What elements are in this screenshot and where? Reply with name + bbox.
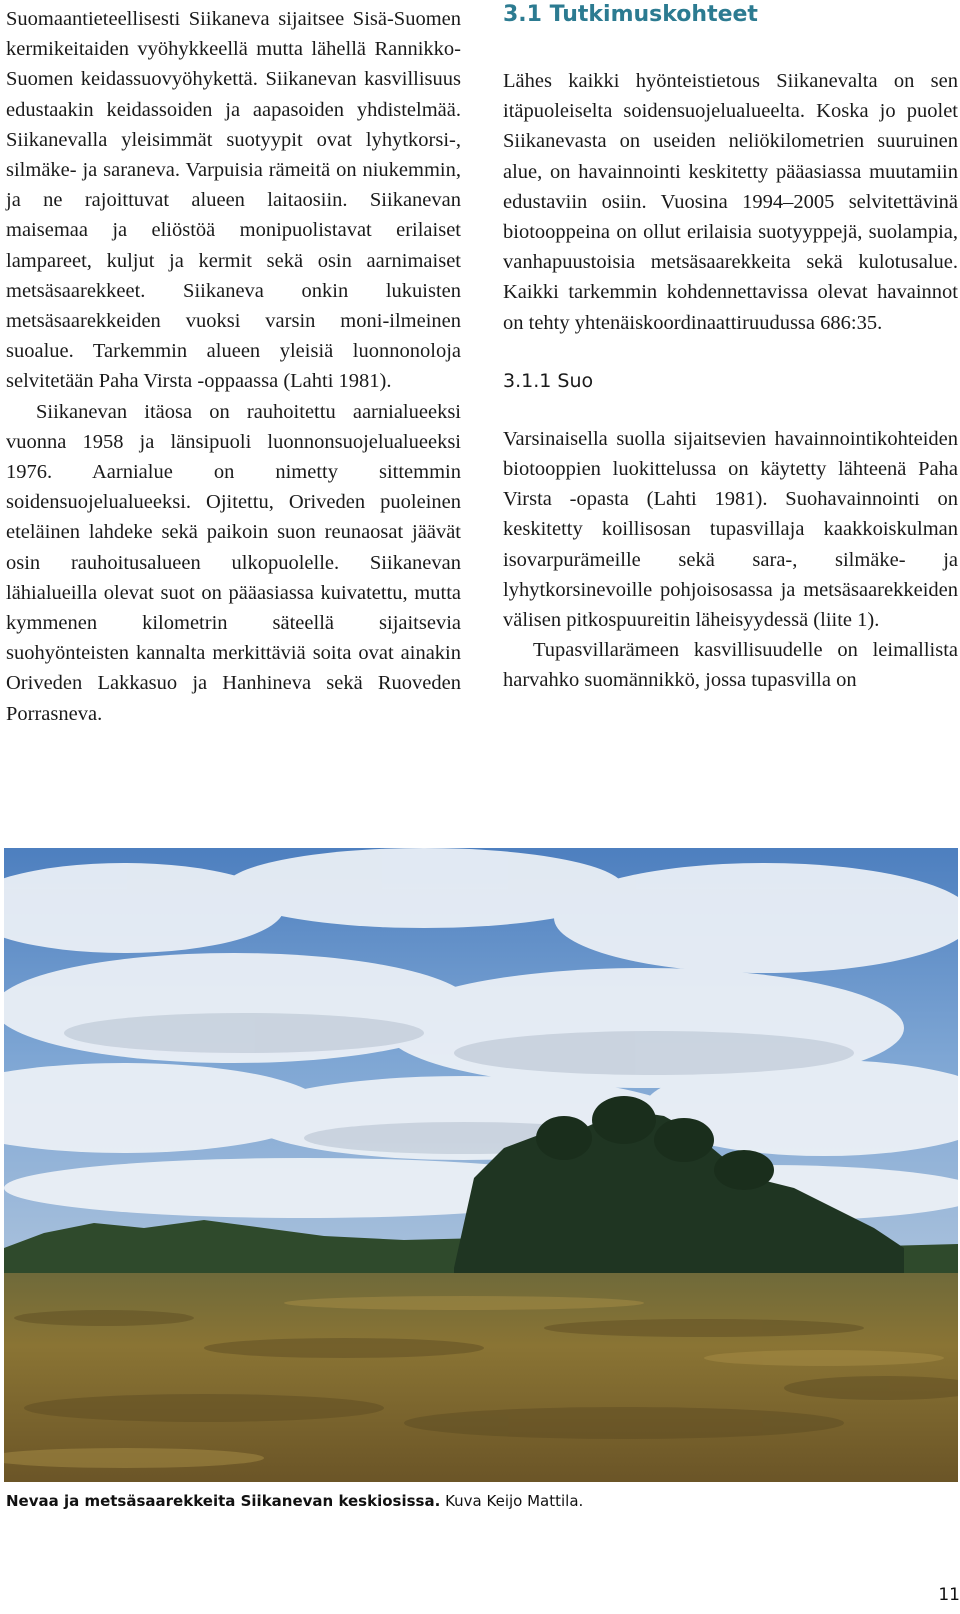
section-heading: 3.1 Tutkimuskohteet xyxy=(503,2,758,27)
figure-caption xyxy=(6,1490,946,1512)
paragraph: Siikanevan itäosa on rauhoitettu aarnialueeksi vuonna 1958 ja länsipuoli luonnonsuojelualueeksi 1976. Aarnialue on nimetty sittemmin soidensuojelualueeksi. Ojitettu, Oriveden puoleinen eteläinen lahdeke sekä paikoin suon reunaosat jäävät osin rauhoitusalueen ulkopuolelle. Siikanevan lähialueilla olevat suot on pääasiassa kuivatettu, mutta kymmenen kilometrin säteellä sijaitsevia suohyönteisten kannalta merkittäviä soita ovat ainakin Oriveden Lakkasuo ja Hanhineva sekä Ruoveden Porrasneva. xyxy=(6,400,461,725)
caption-credit: Kuva Keijo Mattila. xyxy=(440,1492,584,1510)
paragraph: Varsinaisella suolla sijaitsevien havainnointikohteiden biotooppien luokittelussa on käytetty lähteenä Paha Virsta -opasta (Lahti 1981). Suohavainnointi on keskitetty koillisosan tupasvillaja kaakkoiskulman isovarpurämeille sekä sara-, silmäke- ja lyhytkorsinevoille pohjoisosassa ja metsäsaarekkeiden välisen pitkospuureitin läheisyydessä (liite 1). xyxy=(503,427,958,632)
paragraph: Tupasvillarämeen kasvillisuudelle on leimallista harvahko suomännikkö, jossa tupasvilla on xyxy=(503,639,958,692)
paragraph: Suomaantieteellisesti Siikaneva sijaitsee Sisä-Suomen kermikeitaiden vyöhykkeellä mutta lähellä Rannikko-Suomen keidassuovyöhykettä. Siikanevan kasvillisuus edustaakin keidassoiden ja aapasoiden yhdistelmää. Siikanevalla yleisimmät suotyypit ovat lyhytkorsi-, silmäke- ja saraneva. Varpuisia rämeitä on niukemmin, ja ne rajoittuvat alueen laitaosiin. Siikanevan maisemaa ja eliöstöä monipuolistavat erilaiset lampareet, kuljut ja kermit sekä osin aarnimaiset metsäsaarekkeet. Siikaneva onkin lukuisten metsäsaarekkeiden vuoksi varsin moni-ilmeinen suoalue. Tarkemmin alueen yleisiä luonnonoloja selvitetään Paha Virsta -oppaassa (Lahti 1981). xyxy=(6,8,461,393)
landscape-photo xyxy=(4,848,958,1482)
paragraph: Lähes kaikki hyönteistietous Siikanevalta on sen itäpuoleiselta soidensuojelualueelta. Koska jo puolet Siikanevasta on useiden neliökilometrien suuruinen alue, on havainnointi keskitetty pääasiassa muutamiin edustaviin osiin. Vuosina 1994–2005 selvitettävinä biotooppeina on ollut erilaisia suotyyppejä, suolampia, vanhapuustoisia metsäsaarekkeita sekä kulotusalue. Kaikki tarkemmin kohdennettavissa olevat havainnot on tehty yhtenäiskoordinaattiruudussa 686:35. xyxy=(503,70,958,334)
page-number: 11 xyxy=(938,1585,960,1605)
caption-title: Nevaa ja metsäsaarekkeita Siikanevan keskiosissa. xyxy=(6,1492,441,1510)
subsection-heading: 3.1.1 Suo xyxy=(503,369,594,392)
right-text-column xyxy=(503,0,958,696)
left-text-column xyxy=(6,4,461,729)
